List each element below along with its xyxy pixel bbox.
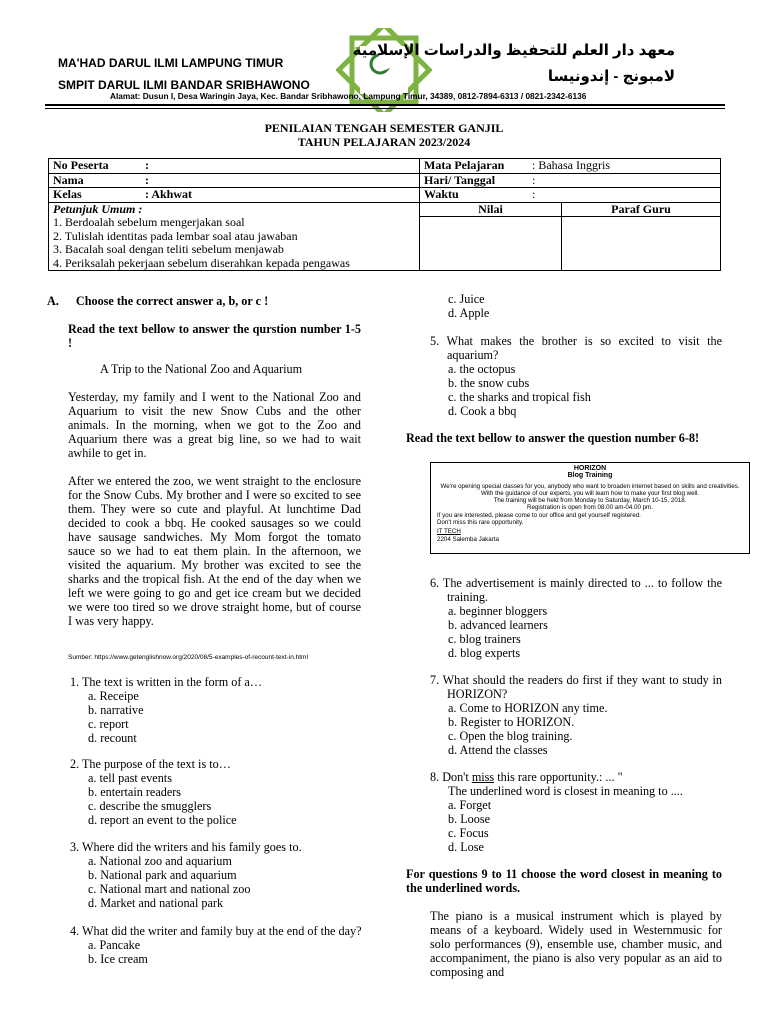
option-b: b. National park and aquarium [88,868,237,882]
option-c: c. the sharks and tropical fish [448,390,591,404]
mapel-label: Mata Pelajaran [424,158,505,172]
petunjuk-cell [49,202,420,271]
question-stem: 3. Where did the writers and his family goes to. [70,840,302,854]
option-a: a. tell past events [88,771,172,785]
ad-body-5: Don't miss this rare opportunity. [437,519,524,527]
school-line-2: SMPIT DARUL ILMI BANDAR SRIBHAWONO [58,78,310,92]
option-c: c. blog trainers [448,632,521,646]
question-6 [430,576,722,660]
option-a: a. Pancake [88,938,141,952]
option-a: a. National zoo and aquarium [88,854,232,868]
ad-body-4: If you are interested, please come to our office and get yourself registered. [437,511,641,519]
question-4 [70,924,362,966]
option-d: d. Market and national park [88,896,224,910]
option-a: a. Forget [448,798,492,812]
read-instruction-6-8: Read the text bellow to answer the question number 6-8! [406,431,700,445]
stem-part: this rare opportunity.: ... " [494,770,623,784]
kelas-value: : Akhwat [145,187,193,201]
mapel-value: : Bahasa Inggris [532,158,610,172]
section-label: A. [47,294,59,308]
peserta-label: No Peserta [53,158,109,172]
nama-value: : [145,172,149,187]
arabic-line-1: معهد دار العلم للتحفيظ والدراسات الإسلامية [352,42,675,59]
story-paragraph-1: Yesterday, my family and I went to the National Zoo and Aquarium to visit the new Snow Cubs and the other animals. In the morning, when we got to the Zoo and Aquarium there was a great big line, so we had to wait awhile to get in. [68,390,361,460]
header-divider-thin [45,108,725,109]
option-a: a. beginner bloggers [448,604,548,618]
exam-year: TAHUN PELAJARAN 2023/2024 [297,135,471,149]
kelas-label: Kelas [53,187,82,201]
question-5 [430,334,722,418]
story-paragraph-2: After we entered the zoo, we went straight to the enclosure for the Snow Cubs. My brother and I were so excited to see them. They were so cute and playful. At lunchtime Dad decided to cook a bbq. He cooked sausages so we could have sausage sandwiches. My Mom forgot the tomato sauce so we had to eat them plain. In the afternoon, we visited the aquarium. My brother was excited to see the sharks and the tropical fish. At the end of the day when we left we were going to go and get ice cream but we decided we were too tired so we drove straight home, but of course I was very happy. [68,474,361,628]
option-a: a. Come to HORIZON any time. [448,701,608,715]
ad-title: HORIZON [573,465,607,472]
option-d: d. Lose [448,840,484,854]
ad-org: IT TECH [437,528,461,536]
nama-cell [49,173,420,188]
section-instruction: Choose the correct answer a, b, or c ! [75,294,269,308]
option-d: d. report an event to the police [88,813,237,827]
ad-body-2: The training will be held from Monday to Saturday, March 10-15, 2018. [493,497,687,505]
option-c: c. Open the blog training. [448,729,573,743]
header-divider-thick [45,104,725,106]
arabic-name-block [353,38,675,90]
question-stem: 2. The purpose of the text is to… [70,757,231,771]
question-stem: 4. What did the writer and family buy at the end of the day? [70,924,362,938]
option-d: d. blog experts [448,646,521,660]
nilai-header: Nilai [420,202,562,217]
option-c: c. describe the smugglers [88,799,212,813]
question-8 [430,770,722,854]
option-b: b. the snow cubs [448,376,530,390]
option-b: b. entertain readers [88,785,182,799]
option-b: b. Ice cream [88,952,148,966]
ad-body-1: We're opening special classes for you, anybody who want to broaden internet based on skills and creativities. With the guidance of our experts, you will learn how to make your first blog well. [440,482,740,497]
peserta-cell [49,159,420,174]
piano-paragraph: The piano is a musical instrument which is played by means of a keyboard. Widely used in Westernmusic for solo performances (9), ensemble use, chamber music, and accompaniment, the piano is also very popular as an aid to composing and [430,909,722,979]
option-a: a. Receipe [88,689,139,703]
hari-cell [420,173,721,188]
kelas-cell [49,188,420,203]
read-instruction-1-5: Read the text bellow to answer the qurstion number 1-5 ! [68,322,361,350]
option-c: c. report [88,717,129,731]
option-d: d. Attend the classes [448,743,548,757]
question-stem: 6. The advertisement is mainly directed to ... to follow the training. [430,576,722,604]
identity-table [48,158,721,271]
waktu-label: Waktu [424,187,459,201]
question-stem [430,770,722,784]
option-d: d. Apple [448,306,490,320]
option-d: d. recount [88,731,137,745]
question-1 [70,675,262,745]
exam-title: PENILAIAN TENGAH SEMESTER GANJIL [264,121,504,135]
petunjuk-item: 2. Tulislah identitas pada lembar soal atau jawaban [53,228,298,243]
school-line-1: MA'HAD DARUL ILMI LAMPUNG TIMUR [58,56,284,70]
ad-body-3: Registration is open from 08.00 am-04.00 pm. [527,504,653,512]
question-stem-2: The underlined word is closest in meaning to .... [448,784,683,798]
story-title: A Trip to the National Zoo and Aquarium [100,362,303,376]
question-stem: 7. What should the readers do first if they want to study in HORIZON? [430,673,722,701]
nilai-box [420,217,562,271]
option-c: c. Focus [448,826,489,840]
petunjuk-title: Petunjuk Umum : [53,201,143,216]
question-7 [430,673,722,757]
petunjuk-item: 4. Periksalah pekerjaan sebelum diserahkan kepada pengawas [53,255,350,270]
option-b: b. narrative [88,703,144,717]
question-stem: 1. The text is written in the form of a… [70,675,263,689]
section-a-heading [47,294,268,308]
paraf-header: Paraf Guru [562,202,721,217]
petunjuk-item: 3. Bacalah soal dengan teliti sebelum menjawab [53,242,284,256]
arabic-line-2: لامبونج - إندونيسا [547,68,675,85]
school-name-block [58,52,310,96]
hari-label: Hari/ Tanggal [424,172,496,187]
question-3 [70,840,302,910]
ad-address: 2204 Salemba Jakarta [437,535,499,543]
waktu-value: : [532,187,536,201]
peserta-value: : [145,158,149,172]
question-stem: 5. What makes the brother is so excited to visit the aquarium? [430,334,722,362]
option-b: b. Loose [448,812,490,826]
stem-part: 8. Don't [430,770,472,784]
question-2 [70,757,237,827]
paraf-box [562,217,721,271]
hari-value: : [532,172,536,187]
mapel-cell [420,159,721,174]
option-b: b. advanced learners [448,618,548,632]
waktu-cell [420,188,721,203]
school-address: Alamat: Dusun I, Desa Waringin Jaya, Kec. Bandar Sribhawono, Lampung Timur, 34389, 0812-7894-6313 / 0821-2342-6136 [110,91,587,101]
story-source: Sumber: https://www.getenglishnow.org/2020/08/5-examples-of-recount-text-in.html [68,654,308,661]
petunjuk-item: 1. Berdoalah sebelum mengerjakan soal [53,215,245,229]
read-instruction-9-11: For questions 9 to 11 choose the word closest in meaning to the underlined words. [406,867,722,895]
nama-label: Nama [53,172,84,187]
option-b: b. Register to HORIZON. [448,715,575,729]
question-4-continued [448,292,489,320]
option-c: c. Juice [448,292,485,306]
underlined-word: miss [471,770,495,784]
option-a: a. the octopus [448,362,516,376]
option-c: c. National mart and national zoo [88,882,251,896]
horizon-advertisement [430,462,750,554]
ad-subtitle: Blog Training [567,472,613,480]
option-d: d. Cook a bbq [448,404,517,418]
